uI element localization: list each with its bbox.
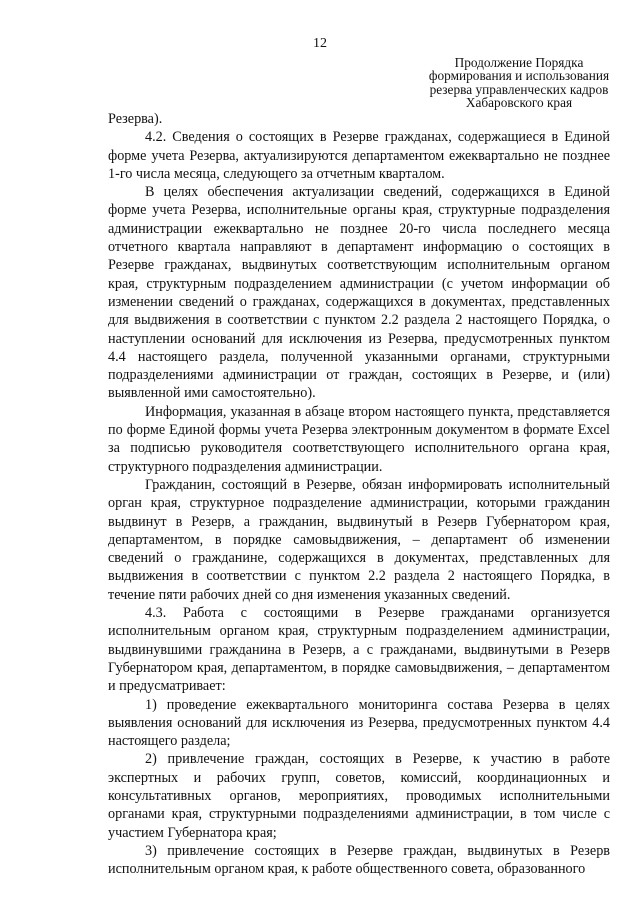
page-number: 12 bbox=[313, 36, 327, 51]
list-item-1: 1) проведение ежеквартального мониторинга состава Резерва в целях выявления оснований для исключения из Резерва, предусмотренных пунктом 4.4 настоящего раздела; bbox=[108, 696, 610, 750]
list-item-3: 3) привлечение состоящих в Резерве граждан, выдвинутых в Резерв исполнительным органом края, к работе общественного совета, образованного bbox=[108, 842, 610, 878]
header-line: формирования и использования bbox=[428, 68, 610, 84]
header-line: резерва управленческих кадров bbox=[429, 81, 609, 97]
header-line: Хабаровского края bbox=[465, 94, 573, 110]
continuation-header bbox=[403, 56, 635, 109]
paragraph-actualization: В целях обеспечения актуализации сведений, содержащихся в Единой форме учета Резерва, исполнительные органы края, структурные подразделения администрации ежеквартально не позднее 20-го числа последнего месяца отчетного квартала направляют в департамент информацию о состоящих в Резерве гражданах, выдвинутых соответствующим исполнительным органом края, структурным подразделением администрации (с учетом информации об изменении сведений о гражданах, содержащихся в документах, представленных для выдвижения в соответствии с пунктом 2.2 раздела 2 настоящего Порядка, о наступлении оснований для исключения из Резерва, предусмотренных пунктом 4.4 настоящего раздела, полученной указанными органами, структурными подразделениями администрации от граждан, состоящих в Резерве, и (или) выявленной ими самостоятельно). bbox=[108, 184, 610, 402]
paragraph-citizen-obligation: Гражданин, состоящий в Резерве, обязан информировать исполнительный орган края, структурное подразделение администрации, которыми гражданин выдвинут в Резерв, а гражданин, выдвинутый в Резерв Губернатором края, департаментом, в порядке самовыдвижения, – департамент об изменении сведений о гражданине, содержащихся в документах, представленных для выдвижения в соответствии с пунктом 2.2 раздела 2 настоящего Порядка, в течение пяти рабочих дней со дня изменения указанных сведений. bbox=[108, 476, 610, 603]
paragraph-information-format: Информация, указанная в абзаце втором настоящего пункта, представляется по форме Единой формы учета Резерва электронным документом в формате Excel за подписью руководителя соответствующего исполнительного органа края, структурного подразделения администрации. bbox=[108, 403, 610, 475]
list-item-2: 2) привлечение граждан, состоящих в Резерве, к участию в работе экспертных и рабочих групп, советов, комиссий, координационных и консультативных органов, мероприятиях, проводимых исполнительными органами края, структурными подразделениями администрации, в том числе с участием Губернатора края; bbox=[108, 751, 610, 841]
header-line: Продолжение Порядка bbox=[454, 55, 584, 70]
paragraph-continuation: Резерва). bbox=[108, 111, 163, 127]
paragraph-4-3: 4.3. Работа с состоящими в Резерве гражданами организуется исполнительным органом края, структурным подразделением администрации, выдвинувшими гражданина в Резерв, а с гражданами, выдвинутыми в Резерв Губернатором края, департаментом, в порядке самовыдвижения, – департаментом и предусматривает: bbox=[108, 605, 610, 695]
document-body bbox=[108, 110, 610, 878]
paragraph-4-2: 4.2. Сведения о состоящих в Резерве гражданах, содержащиеся в Единой форме учета Резерва, актуализируются департаментом ежеквартально не позднее 1-го числа месяца, следующего за отчетным кварталом. bbox=[108, 129, 610, 182]
